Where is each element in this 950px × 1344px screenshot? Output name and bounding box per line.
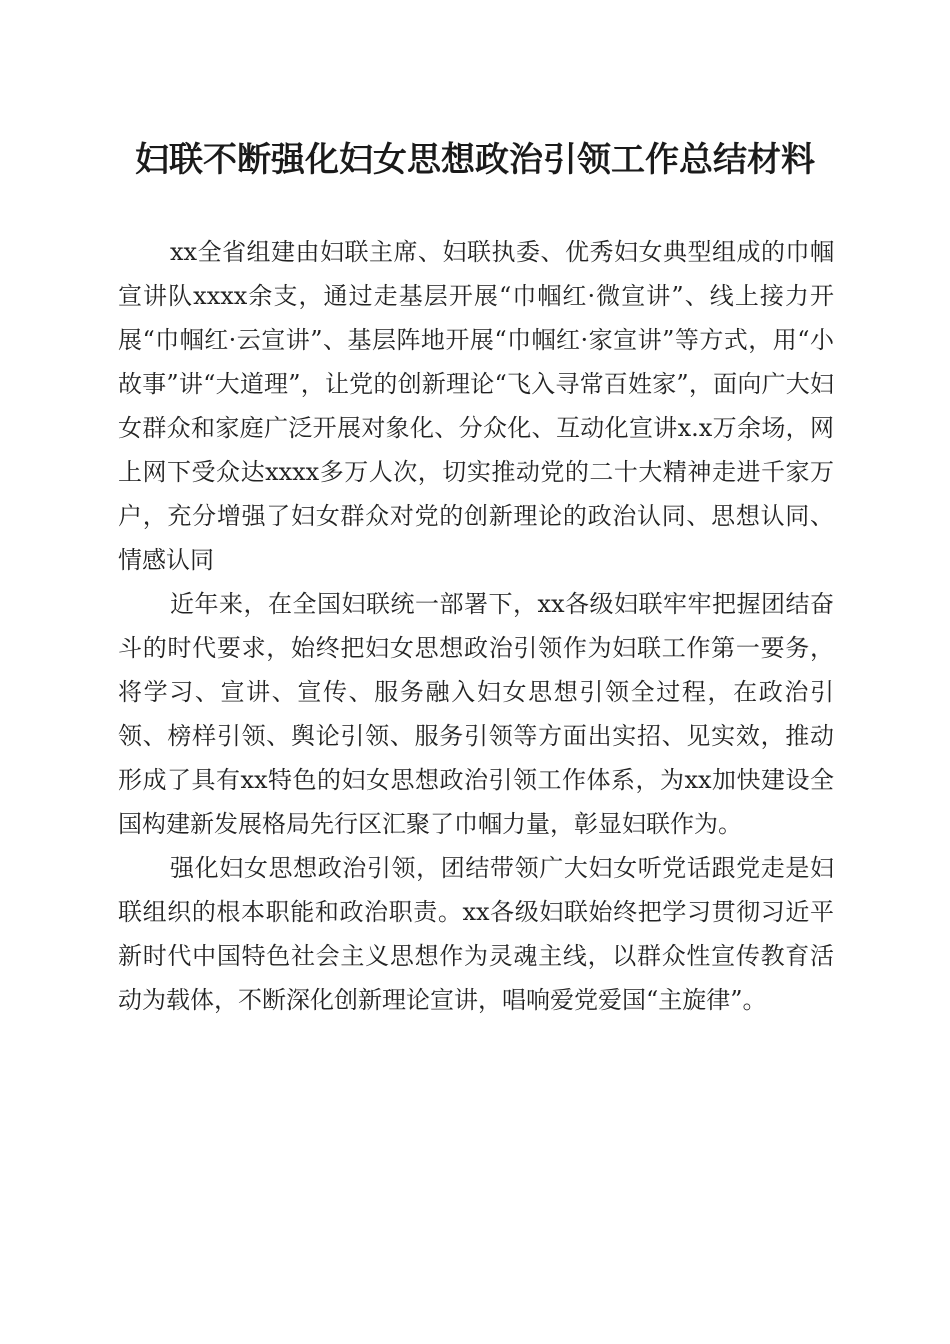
document-body xyxy=(118,230,834,1022)
paragraph: 近年来，在全国妇联统一部署下，xx各级妇联牢牢把握团结奋斗的时代要求，始终把妇女思想政治引领作为妇联工作第一要务，将学习、宣讲、宣传、服务融入妇女思想引领全过程，在政治引领、榜样引领、舆论引领、服务引领等方面出实招、见实效，推动形成了具有xx特色的妇女思想政治引领工作体系，为xx加快建设全国构建新发展格局先行区汇聚了巾帼力量，彰显妇联作为。 xyxy=(118,590,834,838)
paragraph: xx全省组建由妇联主席、妇联执委、优秀妇女典型组成的巾帼宣讲队xxxx余支，通过走基层开展“巾帼红·微宣讲”、线上接力开展“巾帼红·云宣讲”、基层阵地开展“巾帼红·家宣讲”等方式，用“小故事”讲“大道理”，让党的创新理论“飞入寻常百姓家”，面向广大妇女群众和家庭广泛开展对象化、分众化、互动化宣讲x.x万余场，网上网下受众达xxxx多万人次，切实推动党的二十大精神走进千家万户，充分增强了妇女群众对党的创新理论的政治认同、思想认同、情感认同 xyxy=(118,238,834,574)
paragraph: 强化妇女思想政治引领，团结带领广大妇女听党话跟党走是妇联组织的根本职能和政治职责。xx各级妇联始终把学习贯彻习近平新时代中国特色社会主义思想作为灵魂主线，以群众性宣传教育活动为载体，不断深化创新理论宣讲，唱响爱党爱国“主旋律”。 xyxy=(118,854,834,1014)
document-title: 妇联不断强化妇女思想政治引领工作总结材料 xyxy=(135,140,815,180)
